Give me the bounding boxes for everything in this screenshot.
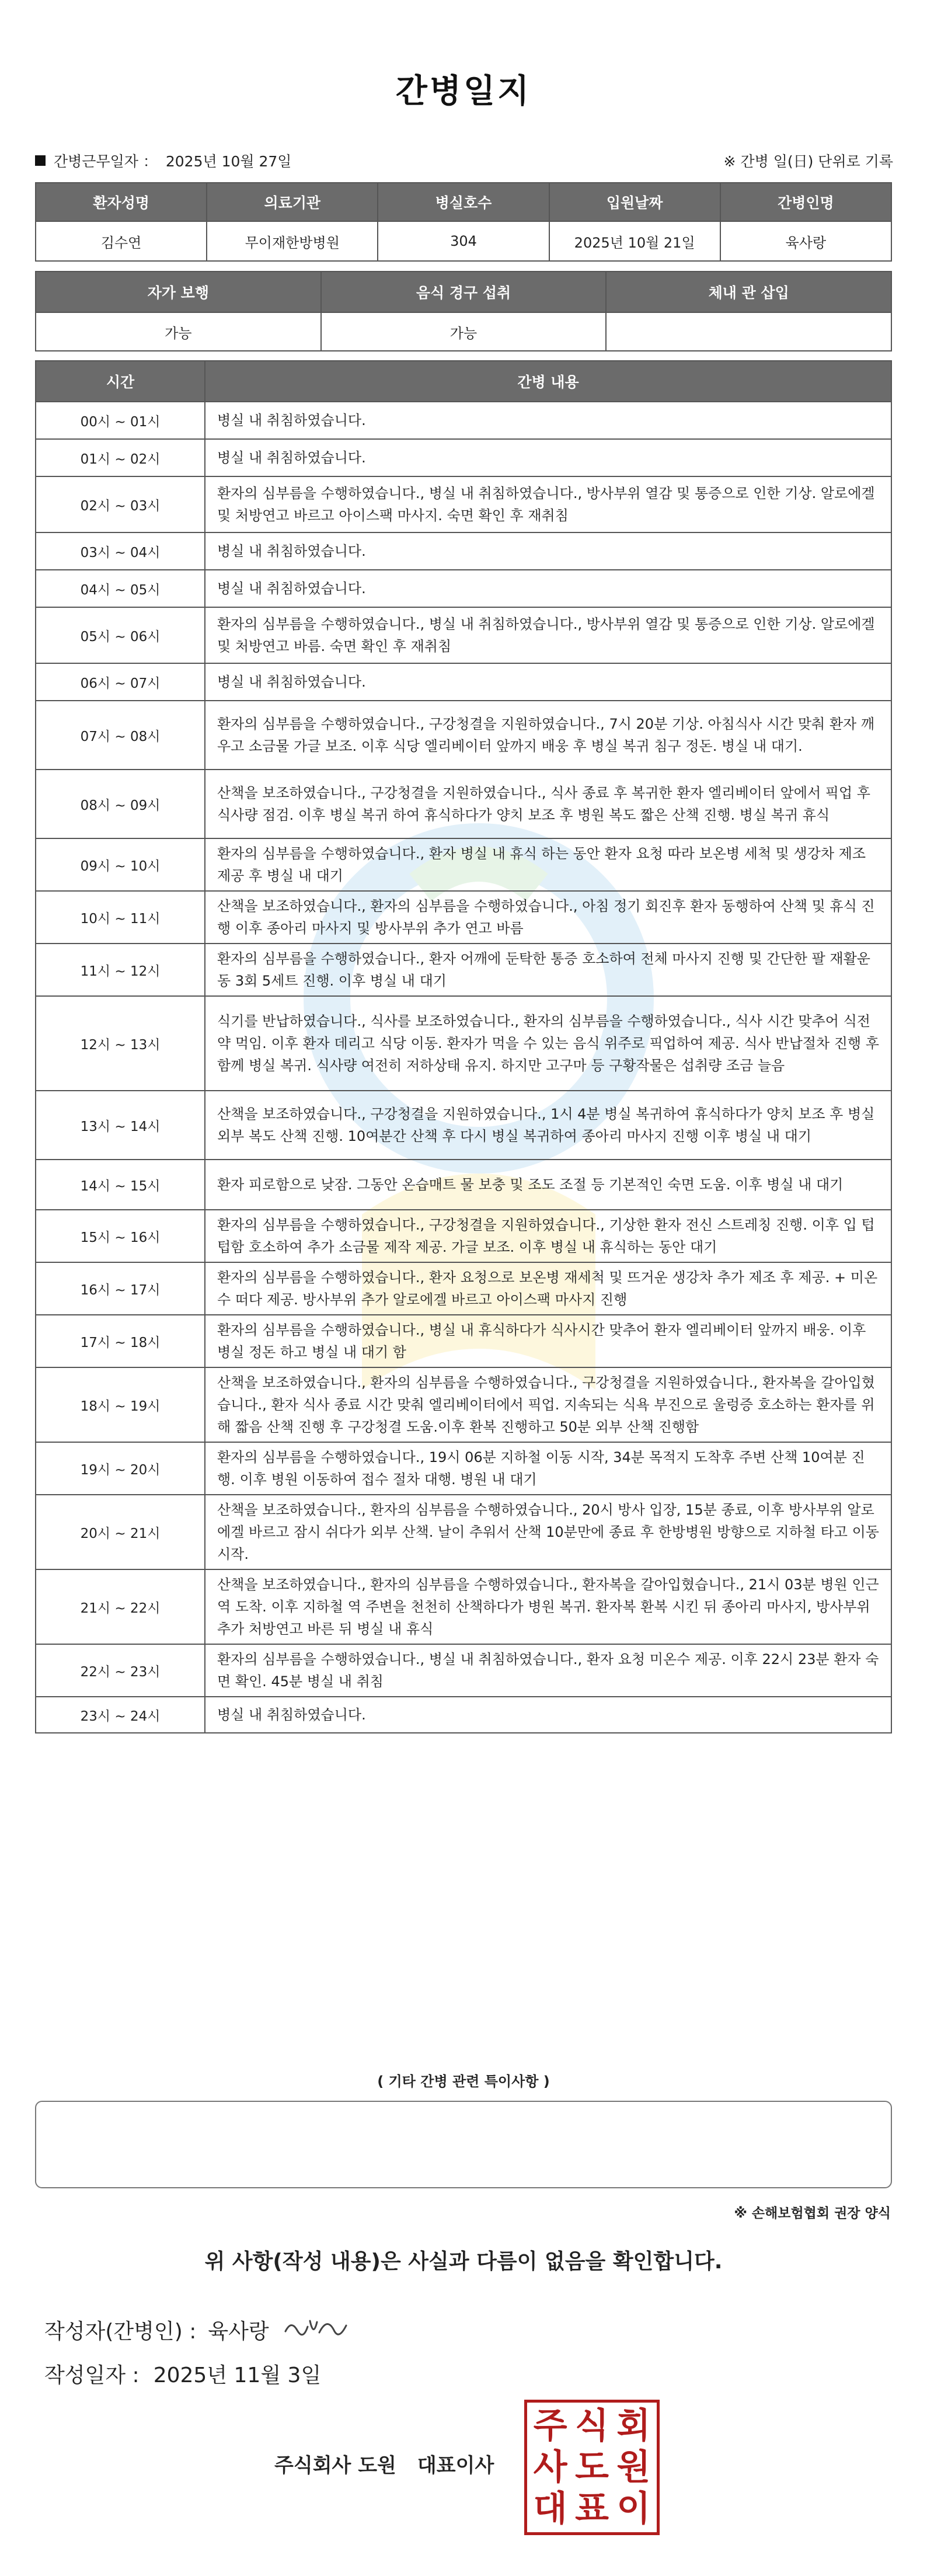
care-content: 환자의 심부름을 수행하였습니다., 구강청결을 지원하였습니다., 7시 20분 기상. 아침식사 시간 맞춰 환자 깨우고 소금물 가글 보조. 이후 식당 엘리베이터 앞까지 배웅 후 병실 복귀 침구 정돈. 병실 내 대기. xyxy=(205,701,891,770)
seal-character: 도 xyxy=(575,2446,609,2488)
care-content: 산책을 보조하였습니다., 환자의 심부름을 수행하였습니다., 아침 정기 회진후 환자 동행하여 산책 및 휴식 진행 이후 종아리 마사지 및 방사부위 추가 연고 바름 xyxy=(205,891,891,944)
table-row xyxy=(36,996,891,1091)
time-slot: 11시 ~ 12시 xyxy=(36,944,205,996)
table-row xyxy=(36,312,891,351)
table-row xyxy=(36,476,891,532)
writer-line xyxy=(44,2309,351,2350)
care-content: 산책을 보조하였습니다., 구강청결을 지원하였습니다., 1시 4분 병실 복귀하여 휴식하다가 양치 보조 후 병실 외부 복도 산책 진행. 10여분간 산책 후 다시 병실 복귀하여 종아리 마사지 진행 이후 병실 내 대기 xyxy=(205,1091,891,1160)
oral-intake-value: 가능 xyxy=(321,312,607,351)
handwritten-signature xyxy=(281,2309,351,2350)
care-content: 환자의 심부름을 수행하였습니다., 환자 병실 내 휴식 하는 동안 환자 요청 따라 보온병 세척 및 생강차 제조 제공 후 병실 내 대기 xyxy=(205,838,891,891)
time-slot: 22시 ~ 23시 xyxy=(36,1644,205,1697)
table-row xyxy=(36,944,891,996)
special-notes-title: ( 기타 간병 관련 특이사항 ) xyxy=(377,2073,550,2090)
time-slot: 15시 ~ 16시 xyxy=(36,1210,205,1262)
care-content: 산책을 보조하였습니다., 구강청결을 지원하였습니다., 식사 종료 후 복귀한 환자 엘리베이터 앞에서 픽업 후 식사량 점검. 이후 병실 복귀 하여 휴식하다가 양치 보조 후 병원 복도 짧은 산책 진행. 병실 복귀 휴식 xyxy=(205,770,891,838)
care-content: 병실 내 취침하였습니다. xyxy=(205,532,891,570)
time-slot: 06시 ~ 07시 xyxy=(36,663,205,701)
recommended-form-note: ※ 손해보험협회 권장 양식 xyxy=(734,2206,891,2221)
care-content: 환자의 심부름을 수행하였습니다., 병실 내 취침하였습니다., 방사부위 열감 및 통증으로 인한 기상. 알로에겔 및 처방연고 바름. 숙면 확인 후 재취침 xyxy=(205,607,891,663)
time-slot: 18시 ~ 19시 xyxy=(36,1367,205,1442)
time-slot: 19시 ~ 20시 xyxy=(36,1442,205,1495)
special-notes-box xyxy=(35,2101,892,2188)
table-row xyxy=(36,1569,891,1644)
meta-row xyxy=(35,150,893,171)
self-walking-value: 가능 xyxy=(36,312,321,351)
care-content: 병실 내 취침하였습니다. xyxy=(205,570,891,607)
time-slot: 20시 ~ 21시 xyxy=(36,1495,205,1569)
table-header-row xyxy=(36,361,891,402)
table-row xyxy=(36,532,891,570)
table-row xyxy=(36,1210,891,1262)
time-slot: 05시 ~ 06시 xyxy=(36,607,205,663)
seal-character: 표 xyxy=(575,2488,609,2530)
time-slot: 10시 ~ 11시 xyxy=(36,891,205,944)
caregiver-name: 육사랑 xyxy=(720,221,891,261)
writer-label: 작성자(간병인) : xyxy=(44,2319,197,2344)
header-oral-intake: 음식 경구 섭취 xyxy=(321,271,607,312)
time-slot: 00시 ~ 01시 xyxy=(36,402,205,439)
header-care-content: 간병 내용 xyxy=(205,361,891,402)
room-number: 304 xyxy=(378,221,549,261)
seal-character: 회 xyxy=(616,2405,651,2446)
seal-character: 대 xyxy=(533,2488,567,2530)
care-content: 병실 내 취침하였습니다. xyxy=(205,402,891,439)
care-content: 환자의 심부름을 수행하였습니다., 환자 요청으로 보온병 재세척 및 뜨거운 생강차 추가 제조 후 제공. + 미온수 떠다 제공. 방사부위 추가 알로에겔 바르고 아이스팩 마사지 진행 xyxy=(205,1262,891,1315)
header-caregiver: 간병인명 xyxy=(720,183,891,221)
table-row xyxy=(36,1262,891,1315)
seal-character: 사 xyxy=(533,2446,567,2488)
table-row xyxy=(36,439,891,476)
tube-insertion-value xyxy=(606,312,891,351)
company-name: 주식회사 도원 xyxy=(274,2454,396,2477)
time-slot: 01시 ~ 02시 xyxy=(36,439,205,476)
table-row xyxy=(36,221,891,261)
table-row xyxy=(36,701,891,770)
header-admission-date: 입원날짜 xyxy=(549,183,720,221)
care-content: 병실 내 취침하였습니다. xyxy=(205,663,891,701)
table-row xyxy=(36,1367,891,1442)
patient-status-table xyxy=(35,271,892,351)
header-self-walking: 자가 보행 xyxy=(36,271,321,312)
record-unit-note: ※ 간병 일(日) 단위로 기록 xyxy=(723,153,893,170)
document-title: 간병일지 xyxy=(395,72,532,110)
work-date-label: 간병근무일자 ： xyxy=(54,153,158,170)
hospital-name: 무이재한방병원 xyxy=(207,221,378,261)
time-slot: 12시 ~ 13시 xyxy=(36,996,205,1091)
seal-character: 원 xyxy=(616,2446,651,2488)
care-content: 산책을 보조하였습니다., 환자의 심부름을 수행하였습니다., 20시 방사 입장, 15분 종료, 이후 방사부위 알로에겔 바르고 잠시 쉬다가 외부 산책. 날이 추워서 산책 10분만에 종료 후 한방병원 방향으로 지하철 타고 이동 시작. xyxy=(205,1495,891,1569)
care-content: 환자의 심부름을 수행하였습니다., 병실 내 휴식하다가 식사시간 맞추어 환자 엘리베이터 앞까지 배웅. 이후 병실 정돈 하고 병실 내 대기 함 xyxy=(205,1315,891,1367)
table-row xyxy=(36,770,891,838)
care-content: 산책을 보조하였습니다., 환자의 심부름을 수행하였습니다., 환자복을 갈아입혔습니다., 21시 03분 병원 인근 역 도착. 이후 지하철 역 주변을 천천히 산책하다가 병원 복귀. 환자복 환복 시킨 뒤 종아리 마사지, 방사부위 추가 처방연고 바른 뒤 병실 내 휴식 xyxy=(205,1569,891,1644)
patient-info-table xyxy=(35,182,892,262)
work-date-value: 2025년 10월 27일 xyxy=(165,153,292,170)
table-row xyxy=(36,1091,891,1160)
confirmation-statement: 위 사항(작성 내용)은 사실과 다름이 없음을 확인합니다. xyxy=(204,2250,723,2274)
care-content: 병실 내 취침하였습니다. xyxy=(205,1697,891,1733)
table-row xyxy=(36,570,891,607)
time-slot: 08시 ~ 09시 xyxy=(36,770,205,838)
header-time: 시간 xyxy=(36,361,205,402)
care-content: 환자 피로함으로 낮잠. 그동안 온습매트 물 보충 및 조도 조절 등 기본적인 숙면 도움. 이후 병실 내 대기 xyxy=(205,1160,891,1210)
write-date-value: 2025년 11월 3일 xyxy=(153,2363,322,2387)
care-content: 환자의 심부름을 수행하였습니다., 구강청결을 지원하였습니다., 기상한 환자 전신 스트레칭 진행. 이후 입 텁텁함 호소하여 추가 소금물 제작 제공. 가글 보조. 이후 병실 내 휴식하는 동안 대기 xyxy=(205,1210,891,1262)
company-title: 대표이사 xyxy=(417,2454,494,2477)
patient-name: 김수연 xyxy=(36,221,207,261)
care-log-body xyxy=(36,402,891,1733)
time-slot: 21시 ~ 22시 xyxy=(36,1569,205,1644)
table-row xyxy=(36,607,891,663)
header-tube-insertion: 체내 관 삽입 xyxy=(606,271,891,312)
header-hospital: 의료기관 xyxy=(207,183,378,221)
write-date-label: 작성일자 : xyxy=(44,2363,140,2387)
time-slot: 23시 ~ 24시 xyxy=(36,1697,205,1733)
square-bullet-icon xyxy=(35,155,46,166)
company-line xyxy=(274,2449,494,2478)
seal-character: 주 xyxy=(533,2405,567,2446)
care-content: 환자의 심부름을 수행하였습니다., 병실 내 취침하였습니다., 환자 요청 미온수 제공. 이후 22시 23분 환자 숙면 확인. 45분 병실 내 취침 xyxy=(205,1644,891,1697)
writer-name: 육사랑 xyxy=(208,2319,269,2344)
care-content: 산책을 보조하였습니다., 환자의 심부름을 수행하였습니다., 구강청결을 지원하였습니다., 환자복을 갈아입혔습니다., 환자 식사 종료 시간 맞춰 엘리베이터에서 픽업. 지속되는 식욕 부진으로 울렁증 호소하는 환자를 위해 짧음 산책 진행 후 구강청결 도움.이후 환복 진행하고 50분 외부 산책 진행함 xyxy=(205,1367,891,1442)
time-slot: 14시 ~ 15시 xyxy=(36,1160,205,1210)
write-date-line xyxy=(44,2359,321,2389)
time-slot: 17시 ~ 18시 xyxy=(36,1315,205,1367)
time-slot: 04시 ~ 05시 xyxy=(36,570,205,607)
care-content: 식기를 반납하였습니다., 식사를 보조하였습니다., 환자의 심부름을 수행하였습니다., 식사 시간 맞추어 식전 약 먹임. 이후 환자 데리고 식당 이동. 환자가 먹을 수 있는 음식 위주로 픽업하여 제공. 식사 반납절차 진행 후 함께 병실 복귀. 식사량 여전히 저하상태 유지. 하지만 고구마 등 구황작물은 섭취량 조금 늘음 xyxy=(205,996,891,1091)
time-slot: 16시 ~ 17시 xyxy=(36,1262,205,1315)
time-slot: 02시 ~ 03시 xyxy=(36,476,205,532)
table-row xyxy=(36,1495,891,1569)
table-header-row xyxy=(36,183,891,221)
table-row xyxy=(36,1442,891,1495)
table-header-row xyxy=(36,271,891,312)
header-room: 병실호수 xyxy=(378,183,549,221)
table-row xyxy=(36,1315,891,1367)
time-slot: 07시 ~ 08시 xyxy=(36,701,205,770)
table-row xyxy=(36,838,891,891)
time-slot: 03시 ~ 04시 xyxy=(36,532,205,570)
time-slot: 13시 ~ 14시 xyxy=(36,1091,205,1160)
table-row xyxy=(36,663,891,701)
care-content: 환자의 심부름을 수행하였습니다., 19시 06분 지하철 이동 시작, 34분 목적지 도착후 주변 산책 10여분 진행. 이후 병원 이동하여 접수 절차 대행. 병원 내 대기 xyxy=(205,1442,891,1495)
care-content: 병실 내 취침하였습니다. xyxy=(205,439,891,476)
table-row xyxy=(36,402,891,439)
table-row xyxy=(36,1644,891,1697)
work-date xyxy=(35,150,291,171)
company-seal-stamp xyxy=(524,2400,660,2535)
table-row xyxy=(36,1160,891,1210)
seal-character: 이 xyxy=(616,2488,651,2530)
care-log-table xyxy=(35,360,892,1733)
seal-character: 식 xyxy=(575,2405,609,2446)
header-patient-name: 환자성명 xyxy=(36,183,207,221)
table-row xyxy=(36,1697,891,1733)
table-row xyxy=(36,891,891,944)
care-content: 환자의 심부름을 수행하였습니다., 병실 내 취침하였습니다., 방사부위 열감 및 통증으로 인한 기상. 알로에겔 및 처방연고 바르고 아이스팩 마사지. 숙면 확인 후 재취침 xyxy=(205,476,891,532)
time-slot: 09시 ~ 10시 xyxy=(36,838,205,891)
admission-date: 2025년 10월 21일 xyxy=(549,221,720,261)
care-content: 환자의 심부름을 수행하였습니다., 환자 어깨에 둔탁한 통증 호소하여 전체 마사지 진행 및 간단한 팔 재활운동 3회 5세트 진행. 이후 병실 내 대기 xyxy=(205,944,891,996)
